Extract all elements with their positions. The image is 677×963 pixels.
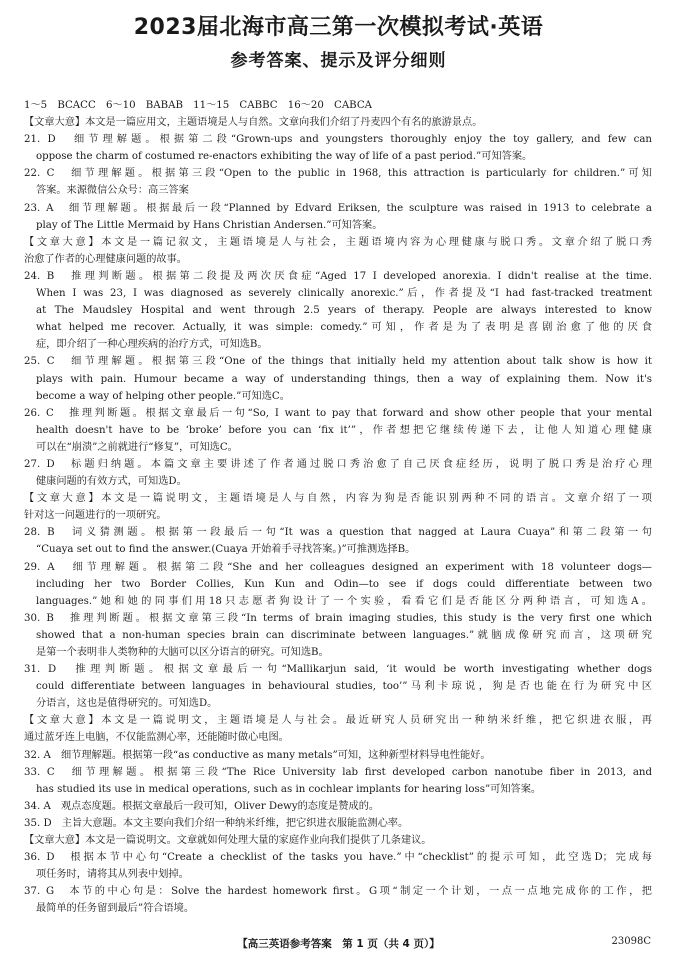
text-line: 【文章大意】本文是一篇说明文，主题语境是人与自然，内容为狗是否能识别两种不同的语言。文章介绍了一项 — [24, 493, 652, 505]
text-line: 1～5 BCACC 6～10 BABAB 11～15 CABBC 16～20 CABCA — [24, 100, 373, 111]
text-line: 健康问题的有效方式，可知选D。 — [36, 476, 187, 488]
footer-doc-code: 23098C — [611, 936, 651, 947]
text-line: 【文章大意】本文是一篇说明文。文章就如何处理大量的家庭作业向我们提供了几条建议。 — [24, 835, 432, 847]
answer-content — [24, 97, 652, 918]
text-line: languages.”她和她的同事们用18只志愿者狗设计了一个实验，看看它们是否能区分两种语言，可知选A。 — [36, 595, 652, 607]
text-line: 27. D 标题归纳题。本篇文章主要讲述了作者通过脱口秀治愈了自己厌食症经历，说明了脱口秀是治疗心理 — [24, 458, 652, 470]
text-line: 可以在“崩溃”之前就进行“修复”，可知选C。 — [36, 441, 238, 453]
text-line: 项任务时，请将其从列表中划掉。 — [36, 869, 189, 881]
text-line: “Cuaya set out to find the answer.(Cuaya 开始着手寻找答案。)”可推测选择B。 — [36, 544, 416, 556]
text-line: 【文章大意】本文是一篇说明文，主题语境是人与社会。最近研究人员研究出一种纳米纤维，把它织进衣服，再 — [24, 715, 652, 727]
text-line: has studied its use in medical operations, such as in cochlear implants for hearing loss”可知答案。 — [36, 783, 542, 795]
text-line: 24. B 推理判断题。根据第二段提及两次厌食症“Aged 17 I developed anorexia. I didn't realise at the time. — [24, 270, 652, 282]
text-line: at The Maudsley Hospital and went through 2.5 years of therapy. People are always interested to know — [36, 305, 652, 317]
document-subtitle: 参考答案、提示及评分细则 — [230, 51, 447, 71]
text-line: oppose the charm of costumed re-enactors exhibiting the way of life of a past period.”可知答案。 — [36, 151, 533, 163]
text-line: what helped me recover. Actually, it was simple: comedy.”可知，作者是为了表明是喜剧治愈了他的厌食 — [36, 322, 652, 334]
text-line: 25. C 细节理解题。根据第三段“One of the things that initially held my attention about talk show is how it — [24, 356, 652, 368]
text-line: 分语言，这也是值得研究的。可知选D。 — [36, 698, 218, 710]
text-line: 【文章大意】本文是一篇应用文，主题语境是人与自然。文章向我们介绍了丹麦四个有名的旅游景点。 — [24, 117, 483, 129]
page-footer — [0, 936, 677, 952]
text-line: play of The Little Mermaid by Hans Christian Andersen.”可知答案。 — [36, 219, 383, 231]
text-line: 23. A 细节理解题。根据最后一段“Planned by Edvard Eriksen, the sculpture was raised in 1913 to celebrate a — [24, 202, 652, 214]
text-line: 通过蓝牙连上电脑，不仅能监测心率，还能随时做心电图。 — [24, 732, 289, 744]
text-line: 是第一个表明非人类物种的大脑可以区分语言的研究。可知选B。 — [36, 647, 329, 658]
text-line: 26. C 推理判断题。根据文章最后一句“So, I want to pay that forward and show other people that your mental — [24, 407, 652, 419]
text-line: could differentiate between languages in behavioural studies, too’”马利卡琼说，狗是否也能在行为研究中区 — [36, 681, 652, 693]
text-line: 症，即介绍了一种心理疾病的治疗方式，可知选B。 — [36, 339, 268, 351]
document-title: 2023届北海市高三第一次模拟考试·英语 — [133, 15, 544, 40]
text-line: 22. C 细节理解题。根据第三段“Open to the public in 1968, this attraction is particularly for children.”可知 — [24, 168, 652, 180]
text-line: 21. D 细节理解题。根据第二段“Grown-ups and youngsters thoroughly enjoy the toy gallery, and few can — [24, 134, 652, 146]
text-line: 治愈了作者的心理健康问题的故事。 — [24, 253, 187, 265]
text-line: 29. A 细节理解题。根据第二段“She and her colleagues designed an experiment with 18 volunteer dogs— — [24, 561, 652, 573]
text-line: 36. D 根据本节中心句“Create a checklist of the tasks you have.”中“checklist”的提示可知，此空选D；完成每 — [24, 852, 652, 864]
text-line: become a way of helping other people.”可知选C。 — [36, 390, 290, 402]
footer-page-info: 【高三英语参考答案 第 1 页（共 4 页）】 — [237, 938, 440, 950]
text-line: When I was 23, I was diagnosed as severely clinically anorexic.”后，作者提及“I had fast-tracked treatment — [36, 288, 652, 300]
text-line: 35. D 主旨大意题。本文主要向我们介绍一种纳米纤维，把它织进衣服能监测心率。 — [24, 817, 409, 829]
text-line: plays with pain. Humour became a way of understanding things, then a way of explaining them. Now it's — [36, 373, 652, 385]
text-line: showed that a non-human species brain can discriminate between languages.”就脑成像研究而言，这项研究 — [36, 629, 652, 641]
text-line: 33. C 细节理解题。根据第三段“The Rice University lab first developed carbon nanotube fiber in 2013, and — [24, 766, 652, 778]
text-line: 37. G 本节的中心句是：Solve the hardest homework first。G项“制定一个计划，一点一点地完成你的工作，把 — [24, 886, 652, 898]
text-line: including her two Border Collies, Kun Kun and Odin—to see if dogs could differentiate between two — [36, 578, 652, 590]
text-line: 【文章大意】本文是一篇记叙文，主题语境是人与社会，主题语境内容为心理健康与脱口秀。文章介绍了脱口秀 — [24, 236, 652, 248]
text-line: health doesn't have to be ‘broke’ before you can ‘fix it’”，作者想把它继续传递下去，让他人知道心理健康 — [36, 424, 652, 436]
text-line: 30. B 推理判断题。根据文章第三段“In terms of brain imaging studies, this study is the very first one which — [24, 612, 652, 624]
text-line: 32. A 细节理解题。根据第一段“as conductive as many metals”可知，这种新型材料导电性能好。 — [24, 749, 491, 761]
text-line: 34. A 观点态度题。根据文章最后一段可知，Oliver Dewy的态度是赞成的。 — [24, 800, 380, 812]
text-line: 最简单的任务留到最后”符合语境。 — [36, 903, 195, 915]
text-line: 针对这一问题进行的一项研究。 — [24, 510, 167, 522]
text-line: 28. B 词义猜测题。根据第一段最后一句“It was a question that nagged at Laura Cuaya”和第二段第一句 — [24, 527, 652, 539]
text-line: 31. D 推理判断题。根据文章最后一句“Mallikarjun said, ‘it would be worth investigating whether dogs — [24, 664, 652, 676]
text-line: 答案。来源微信公众号：高三答案 — [36, 185, 189, 197]
